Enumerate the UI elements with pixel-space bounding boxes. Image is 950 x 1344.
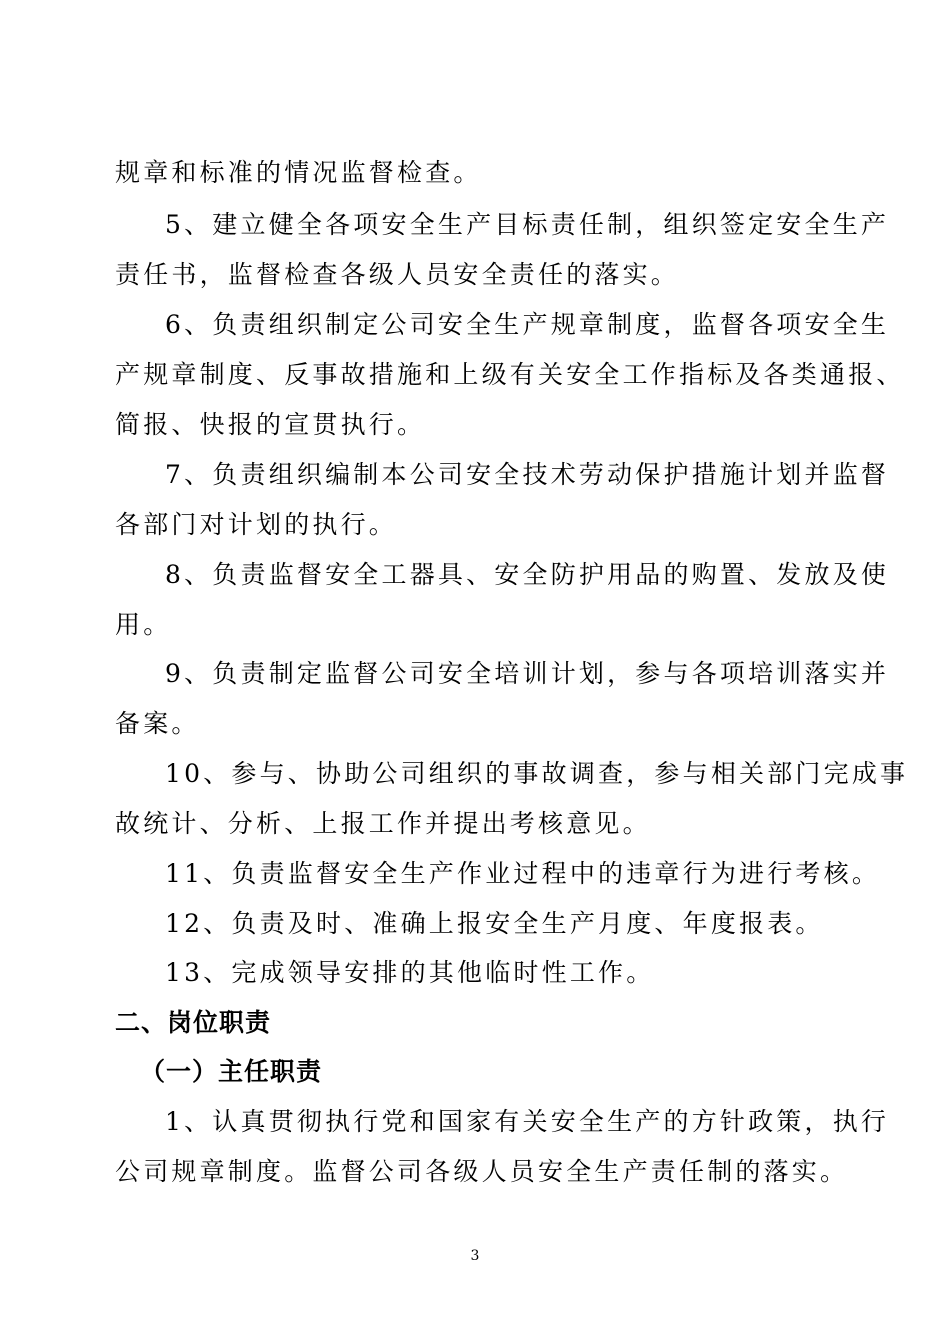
page-number: 3: [470, 1248, 480, 1264]
paragraph-line: 公司规章制度。监督公司各级人员安全生产责任制的落实。: [115, 1157, 849, 1186]
paragraph-line: 8、负责监督安全工器具、安全防护用品的购置、发放及使: [165, 560, 890, 589]
paragraph-line: 故统计、分析、上报工作并提出考核意见。: [115, 809, 651, 838]
paragraph-line: 备案。: [115, 709, 200, 738]
paragraph-line: 用。: [115, 610, 172, 639]
paragraph-line: 10、参与、协助公司组织的事故调查，参与相关部门完成事: [165, 759, 909, 788]
paragraph-line: 产规章制度、反事故措施和上级有关安全工作指标及各类通报、: [115, 360, 905, 389]
paragraph-line: 9、负责制定监督公司安全培训计划，参与各项培训落实并: [165, 659, 890, 688]
paragraph-line: 7、负责组织编制本公司安全技术劳动保护措施计划并监督: [165, 460, 890, 489]
paragraph-line: 简报、快报的宣贯执行。: [115, 410, 426, 439]
paragraph-line: 5、建立健全各项安全生产目标责任制，组织签定安全生产: [165, 210, 890, 239]
subsection-heading: （一）主任职责: [140, 1057, 323, 1086]
paragraph-line: 规章和标准的情况监督检查。: [115, 158, 482, 187]
paragraph-line: 12、负责及时、准确上报安全生产月度、年度报表。: [165, 909, 824, 938]
paragraph-line: 各部门对计划的执行。: [115, 510, 398, 539]
paragraph-line: 13、完成领导安排的其他临时性工作。: [165, 958, 655, 987]
paragraph-line: 1、认真贯彻执行党和国家有关安全生产的方针政策，执行: [165, 1107, 890, 1136]
section-heading: 二、岗位职责: [115, 1008, 272, 1037]
paragraph-line: 6、负责组织制定公司安全生产规章制度，监督各项安全生: [165, 310, 890, 339]
paragraph-line: 责任书，监督检查各级人员安全责任的落实。: [115, 260, 680, 289]
paragraph-line: 11、负责监督安全生产作业过程中的违章行为进行考核。: [165, 859, 881, 888]
